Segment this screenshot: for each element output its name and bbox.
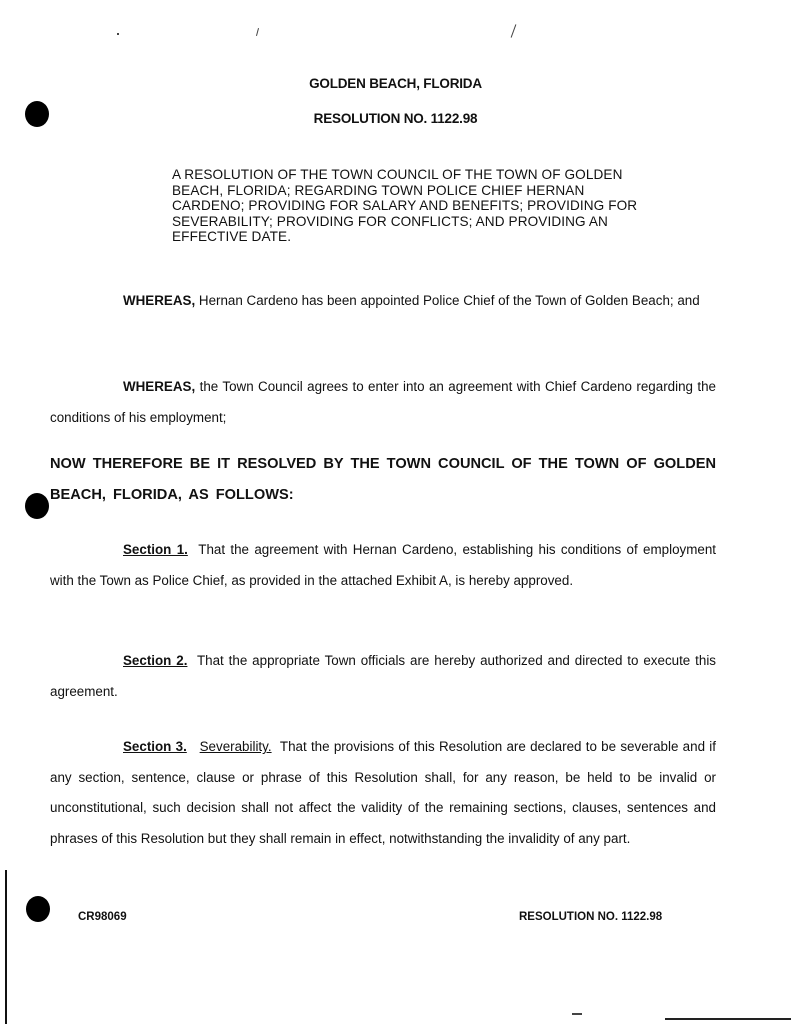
punch-hole-middle [25,493,49,519]
resolved-clause: NOW THEREFORE BE IT RESOLVED BY THE TOWN COUNCIL OF THE TOWN OF GOLDEN BEACH, FLORIDA, AS FOLLOWS: [50,456,717,503]
resolution-caption: A RESOLUTION OF THE TOWN COUNCIL OF THE TOWN OF GOLDEN BEACH, FLORIDA; REGARDING TOWN POLICE CHIEF HERNAN CARDENO; PROVIDING FOR SALARY AND BENEFITS; PROVIDING FOR SEVERABILITY; PROVIDING FOR CONFLICTS; AND PROVIDING AN EFFECTIVE DATE. [172,167,638,244]
section-3 [50,732,716,854]
recital-2 [50,372,716,433]
scan-mark [665,1018,791,1020]
municipality-title: GOLDEN BEACH, FLORIDA [309,76,482,91]
document-code: CR98069 [78,911,127,923]
footer-resolution-number: RESOLUTION NO. 1122.98 [519,911,663,923]
scan-mark [572,1013,582,1015]
section-text: That the provisions of this Resolution are declared to be severable and if any section, sentence, clause or phrase of this Resolution shall, for any reason, be held to be invalid or unconstitutional, such decision shall not affect the validity of the remaining sections, clauses, sentences and phrases of this Resolution but they shall remain in effect, notwithstanding the invalidity of any part. [50,739,716,846]
recital-text: the Town Council agrees to enter into an agreement with Chief Cardeno regarding the conditions of his employment; [50,379,716,425]
section-1 [50,535,716,596]
scan-mark [256,28,259,36]
section-text: That the agreement with Hernan Cardeno, establishing his conditions of employment with the Town as Police Chief, as provided in the attached Exhibit A, is hereby approved. [50,542,716,588]
punch-hole-bottom [26,896,50,922]
recital-1 [50,286,716,317]
recital-lead: WHEREAS, [123,293,196,308]
scan-edge-line [5,870,7,1024]
section-text: That the appropriate Town officials are hereby authorized and directed to execute this agreement. [50,653,716,699]
scan-mark [511,24,517,37]
section-heading: Section 1. [123,542,188,557]
recital-lead: WHEREAS, [123,379,196,394]
resolution-number-title: RESOLUTION NO. 1122.98 [313,111,478,126]
scan-mark [117,33,119,35]
section-subheading: Severability. [199,739,272,754]
section-heading: Section 3. [123,739,187,754]
section-2 [50,646,716,707]
section-heading: Section 2. [123,653,188,668]
recital-text: Hernan Cardeno has been appointed Police Chief of the Town of Golden Beach; and [198,293,700,308]
